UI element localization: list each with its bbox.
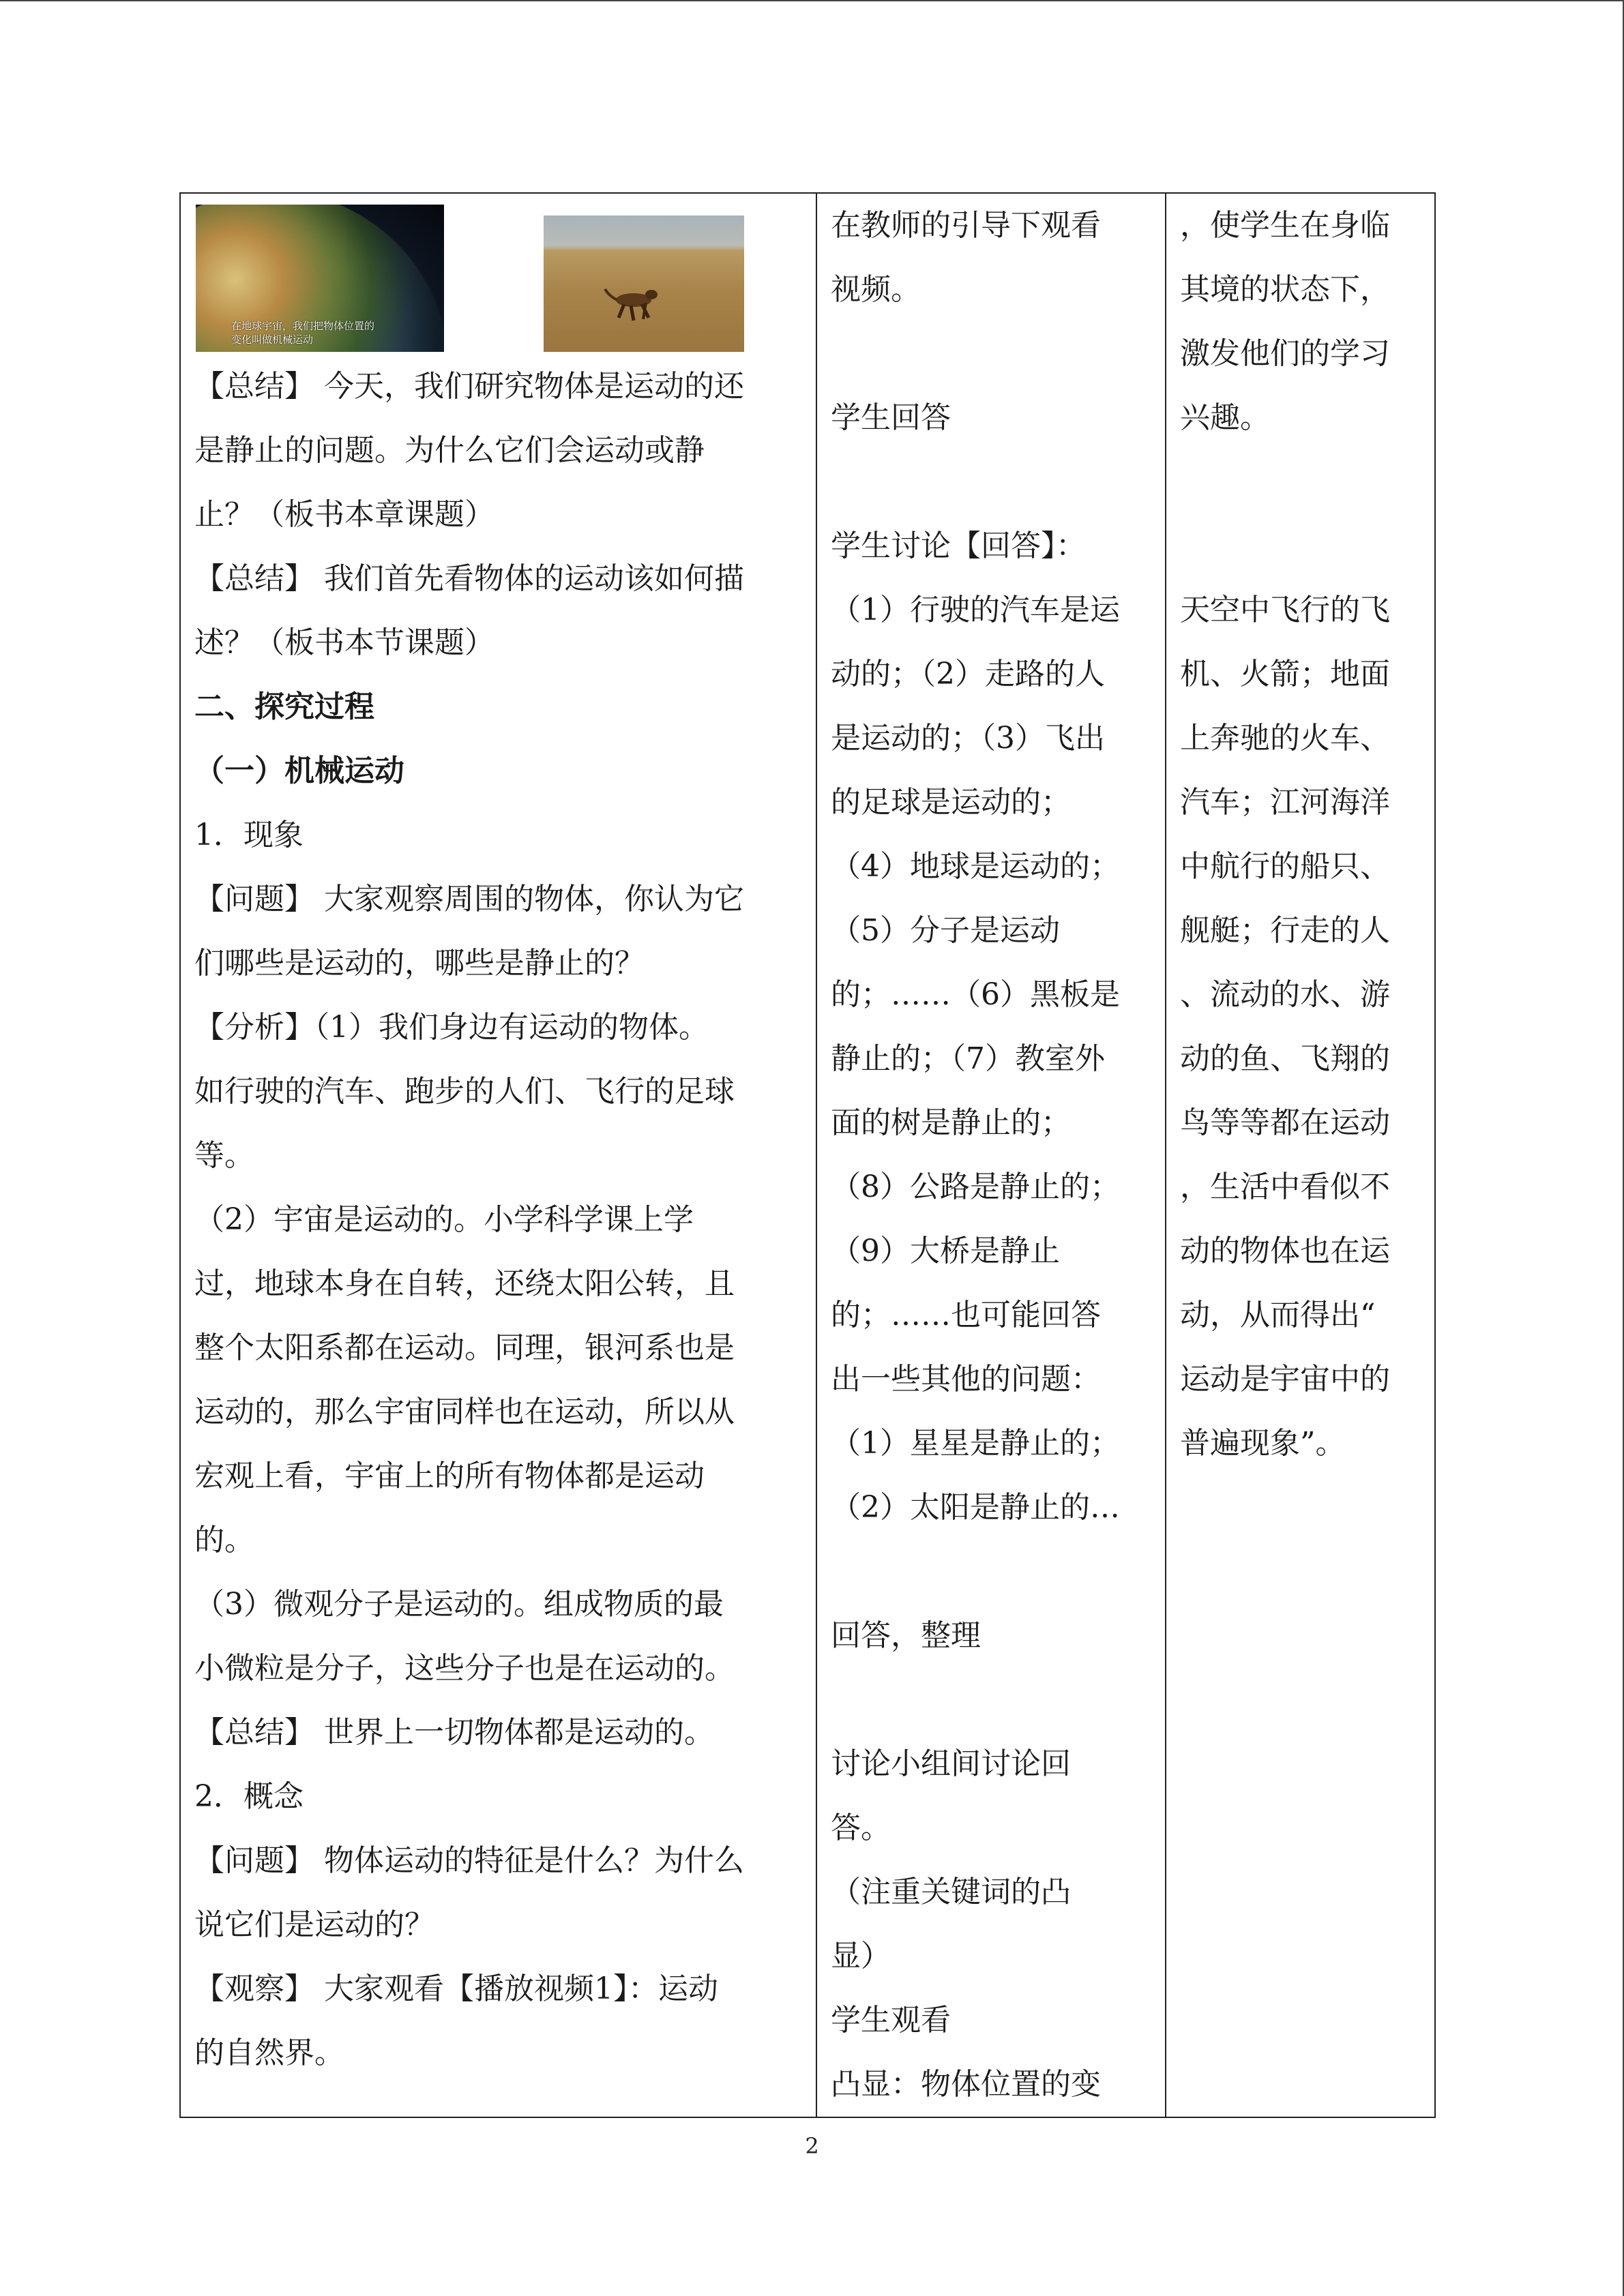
text-line: 出一些其他的问题： (831, 1362, 1101, 1397)
lesson-plan-table (179, 192, 1436, 2118)
text-line: 运动是宇宙中的 (1180, 1362, 1390, 1397)
text-line: 【分析】（1）我们身边有运动的物体。 (194, 1010, 709, 1045)
text-line: 【总结】 我们首先看物体的运动该如何描 (194, 561, 744, 596)
text-line: 学生回答 (831, 400, 951, 435)
text-line: （8）公路是静止的； (831, 1169, 1120, 1204)
page-top-border (0, 0, 1624, 1)
text-line: 在教师的引导下观看 (831, 208, 1101, 243)
text-line: （2）宇宙是运动的。小学科学课上学 (194, 1202, 694, 1237)
text-line: 面的树是静止的； (831, 1105, 1071, 1140)
text-line: （4）地球是运动的； (831, 849, 1120, 884)
student-activity-cell (816, 193, 1166, 2117)
student-activity-content (817, 194, 1165, 2117)
text-line: 视频。 (831, 272, 921, 307)
text-line: 激发他们的学习 (1180, 336, 1390, 371)
text-line: 宏观上看，宇宙上的所有物体都是运动 (194, 1459, 705, 1493)
globe-caption-line: 在地球宇宙，我们把物体位置的 (231, 320, 375, 332)
text-line: 整个太阳系都在运动。同理，银河系也是 (194, 1330, 735, 1365)
text-line: 凸显：物体位置的变 (831, 2067, 1101, 2102)
text-line: 汽车；江河海洋 (1180, 785, 1390, 820)
text-line: 运动的，那么宇宙同样也在运动，所以从 (194, 1395, 735, 1429)
text-line: 等。 (194, 1138, 254, 1173)
video-stills (194, 202, 806, 355)
text-line: 动的物体也在运 (1180, 1234, 1390, 1268)
teacher-activity-cell (180, 193, 816, 2117)
text-line: 学生观看 (831, 2003, 951, 2038)
text-line: 的足球是运动的； (831, 785, 1071, 820)
text-line: 1．现象 (194, 818, 304, 852)
blank-line (1180, 514, 1425, 578)
text-line: 机、火箭；地面 (1180, 657, 1390, 691)
text-line: 回答，整理 (831, 1618, 981, 1653)
text-line: （1）行驶的汽车是运 (831, 593, 1120, 627)
design-intent-content (1166, 194, 1434, 1476)
text-line: 【观察】 大家观看【播放视频1】：运动 (194, 1971, 718, 2006)
text-line: 止？（板书本章课题） (194, 497, 494, 532)
text-line: 动，从而得出“ (1180, 1298, 1376, 1332)
table-row (180, 193, 1435, 2117)
blank-line (831, 1540, 1155, 1604)
text-line: （2）太阳是静止的… (831, 1490, 1120, 1525)
cheetah-image (604, 282, 666, 323)
text-line: 上奔驰的火车、 (1180, 721, 1390, 756)
text-line: 普遍现象”。 (1180, 1426, 1346, 1461)
cheetah-video-still (544, 215, 744, 352)
text-line: 是静止的问题。为什么它们会运动或静 (194, 433, 705, 468)
blank-line (831, 1668, 1155, 1732)
text-line: 动的鱼、飞翔的 (1180, 1041, 1390, 1076)
blank-line (1180, 450, 1425, 514)
text-line: 显） (831, 1939, 891, 1973)
text-line: 们哪些是运动的，哪些是静止的？ (194, 946, 645, 981)
blank-line (831, 322, 1155, 386)
text-line: 动的；（2）走路的人 (831, 657, 1105, 691)
text-line: （注重关键词的凸 (831, 1875, 1071, 1909)
text-line: （3）微观分子是运动的。组成物质的最 (194, 1587, 724, 1622)
text-line: 的自然界。 (194, 2036, 344, 2070)
blank-line (831, 450, 1155, 514)
text-line: ，生活中看似不 (1180, 1169, 1390, 1204)
text-line: 【总结】 世界上一切物体都是运动的。 (194, 1715, 714, 1750)
text-line: 答。 (831, 1810, 891, 1845)
teacher-activity-content (181, 194, 816, 2085)
subsection-heading: （一）机械运动 (194, 754, 404, 788)
text-line: 2．概念 (194, 1779, 304, 1814)
text-line: 述？（板书本节课题） (194, 625, 494, 660)
text-line: 舰艇；行走的人 (1180, 913, 1390, 948)
text-line: 小微粒是分子，这些分子也是在运动的。 (194, 1651, 735, 1686)
text-line: 其境的状态下， (1180, 272, 1390, 307)
text-line: 、流动的水、游 (1180, 977, 1390, 1012)
text-line: 讨论小组间讨论回 (831, 1746, 1071, 1781)
text-line: 的。 (194, 1523, 254, 1557)
text-line: 静止的；（7）教室外 (831, 1041, 1105, 1076)
text-line: 学生讨论【回答】： (831, 528, 1086, 563)
text-line: （5）分子是运动 (831, 913, 1060, 948)
text-line: 【总结】 今天，我们研究物体是运动的还 (194, 369, 744, 404)
text-line: 过，地球本身在自转，还绕太阳公转，且 (194, 1266, 735, 1301)
text-line: ，使学生在身临 (1180, 208, 1390, 243)
text-line: 的；……（6）黑板是 (831, 977, 1120, 1012)
text-line: 【问题】 大家观察周围的物体，你认为它 (194, 882, 744, 916)
globe-video-caption (231, 319, 436, 346)
text-line: 的；……也可能回答 (831, 1298, 1101, 1332)
text-line: 中航行的船只、 (1180, 849, 1390, 884)
text-line: 兴趣。 (1180, 400, 1270, 435)
text-line: 如行驶的汽车、跑步的人们、飞行的足球 (194, 1074, 735, 1109)
page-number: 2 (805, 2133, 819, 2159)
text-line: （1）星星是静止的； (831, 1426, 1120, 1461)
globe-video-still (196, 205, 444, 352)
design-intent-cell (1166, 193, 1435, 2117)
text-line: 鸟等等都在运动 (1180, 1105, 1390, 1140)
text-line: （9）大桥是静止 (831, 1234, 1060, 1268)
text-line: 天空中飞行的飞 (1180, 593, 1390, 627)
text-line: 说它们是运动的？ (194, 1907, 434, 1942)
text-line: 是运动的；（3）飞出 (831, 721, 1105, 756)
section-heading: 二、探究过程 (194, 689, 374, 724)
globe-caption-line: 变化叫做机械运动 (231, 333, 314, 346)
text-line: 【问题】 物体运动的特征是什么？为什么 (194, 1843, 744, 1878)
